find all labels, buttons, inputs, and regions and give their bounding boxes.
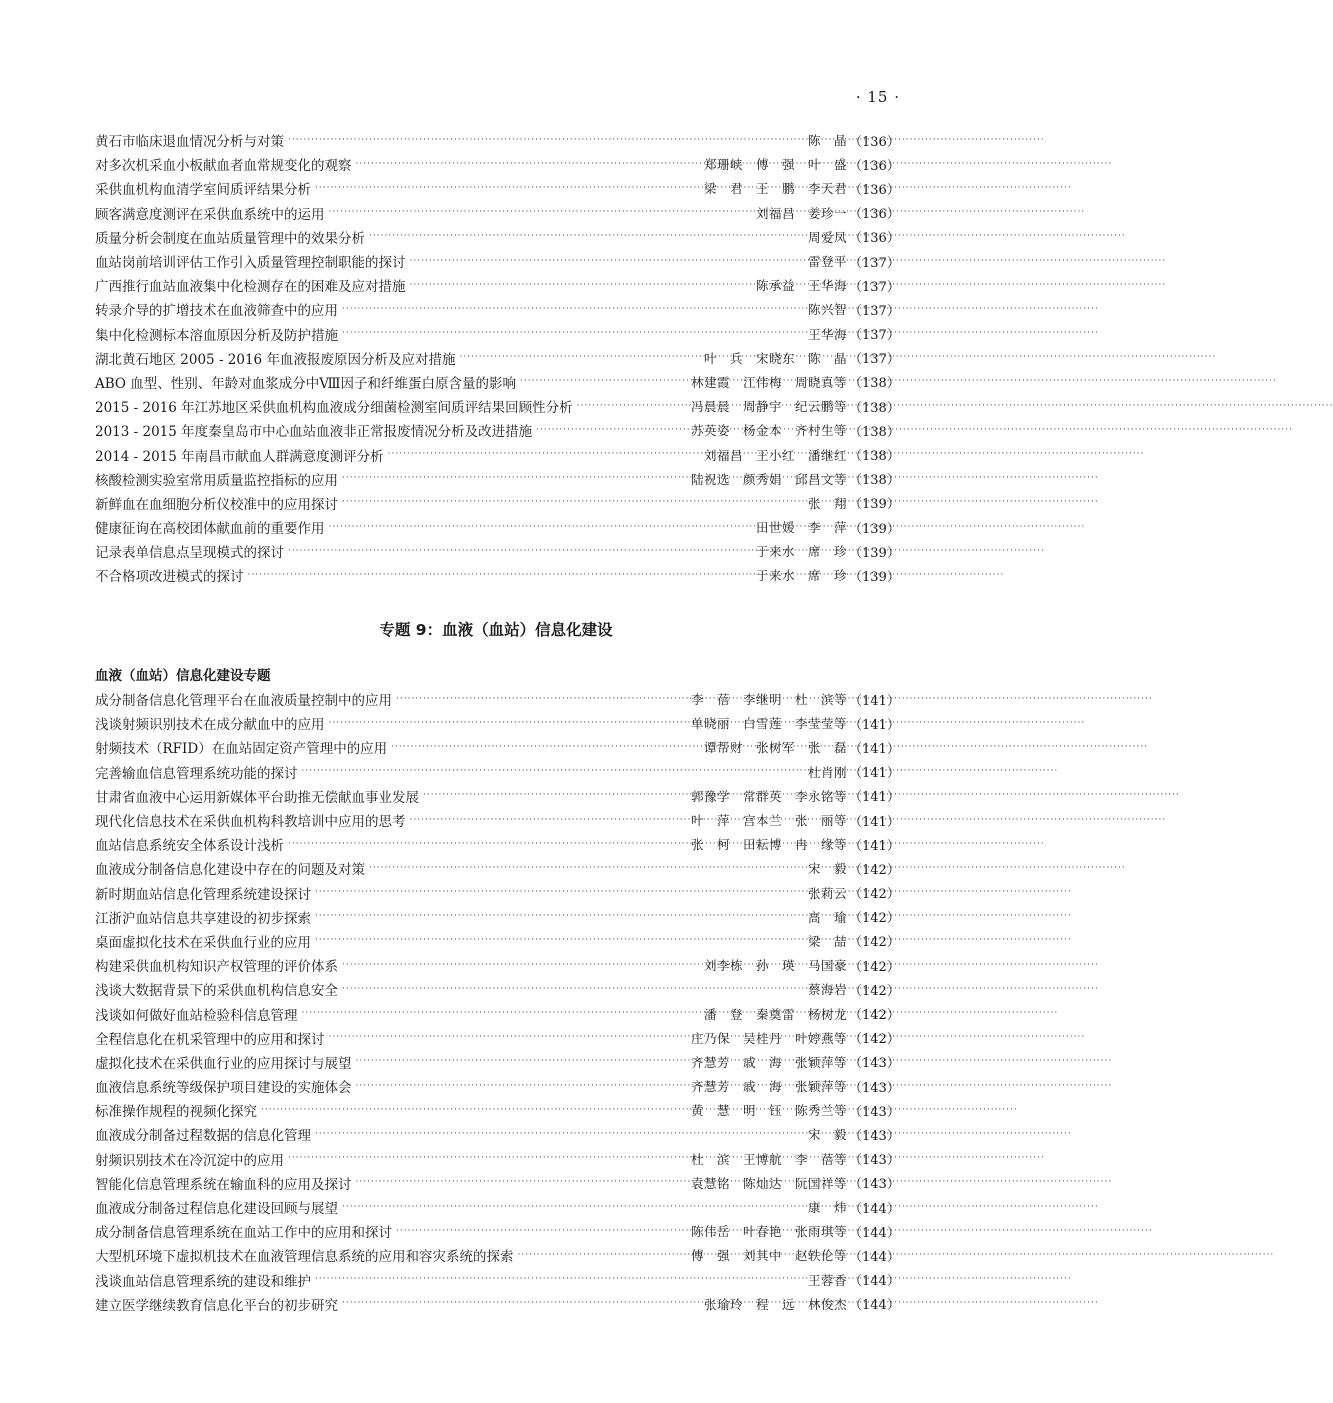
entry-authors: 张瑜玲 程 远 林俊杰: [703, 1296, 847, 1312]
entry-authors: 于来水 席 珍: [755, 568, 847, 584]
entry-title: 黄石市临床退血情况分析与对策: [95, 134, 284, 151]
entry-authors: 雷登平: [807, 254, 847, 270]
leader-dots: [315, 184, 700, 193]
toc-entry: [95, 735, 900, 759]
leader-dots: [410, 257, 804, 266]
leader-dots: [423, 791, 687, 800]
entry-page: （139）: [849, 569, 900, 585]
toc-entry: [95, 881, 900, 905]
toc-entry: [95, 273, 900, 297]
leader-dots: [410, 816, 687, 825]
entry-title: 血站信息系统安全体系设计浅析: [95, 838, 284, 855]
entry-page: （144）: [849, 1225, 900, 1241]
toc-entry: [95, 856, 900, 880]
entry-page: （143）: [849, 1080, 900, 1096]
leader-dots: [369, 232, 804, 241]
sub-heading: 血液（血站）信息化建设专题: [95, 668, 271, 684]
entry-title: ABO 血型、性别、年龄对血浆成分中Ⅷ因子和纤维蛋白原含量的影响: [95, 375, 517, 392]
toc-entry: [95, 322, 900, 346]
entry-page: （142）: [849, 983, 900, 999]
entry-title: 江浙沪血站信息共享建设的初步探索: [95, 910, 311, 927]
leader-dots: [329, 208, 752, 217]
entry-authors: 陈伟岳 叶春艳 张雨琪等: [690, 1224, 847, 1240]
entry-page: （141）: [849, 766, 900, 782]
entry-page: （142）: [849, 1008, 900, 1024]
leader-dots: [369, 864, 804, 873]
toc-list-top: [95, 128, 900, 588]
entry-title: 记录表单信息点呈现模式的探讨: [95, 545, 284, 562]
entry-authors: 王华海: [807, 326, 847, 342]
entry-authors: 刘李栋 孙 瑛 马国豪: [703, 958, 847, 974]
leader-dots: [315, 1130, 804, 1139]
entry-authors: 杜肖刚: [807, 764, 847, 780]
toc-entry: [95, 539, 900, 563]
entry-page: （137）: [849, 279, 900, 295]
toc-entry: [95, 442, 900, 466]
entry-authors: 陆祝选 颜秀娟 邱昌文等: [690, 471, 847, 487]
entry-authors: 冯晨晨 周静宇 纪云鹏等: [690, 399, 847, 415]
leader-dots: [315, 912, 804, 921]
leader-dots: [329, 523, 752, 532]
toc-entry: [95, 929, 900, 953]
entry-title: 核酸检测实验室常用质量监控指标的应用: [95, 472, 338, 489]
entry-page: （137）: [849, 255, 900, 271]
entry-page: （138）: [849, 400, 900, 416]
leader-dots: [261, 1106, 687, 1115]
toc-entry: [95, 1268, 900, 1292]
entry-authors: 叶 萍 宫本兰 张 丽等: [690, 813, 847, 829]
leader-dots: [520, 377, 687, 386]
leader-dots: [518, 1251, 687, 1260]
entry-title: 血液成分制备过程数据的信息化管理: [95, 1128, 311, 1145]
entry-authors: 梁 君 王 鹏 李天君: [703, 181, 847, 197]
entry-authors: 傅 强 刘其中 赵轶伦等: [690, 1248, 847, 1264]
entry-page: （144）: [849, 1298, 900, 1314]
entry-title: 构建采供血机构知识产权管理的评价体系: [95, 959, 338, 976]
entry-page: （141）: [849, 790, 900, 806]
entry-authors: 杜 滨 王博航 李 蓓等: [690, 1151, 847, 1167]
leader-dots: [288, 1154, 687, 1163]
leader-dots: [288, 547, 752, 556]
toc-entry: [95, 953, 900, 977]
entry-page: （143）: [849, 1177, 900, 1193]
toc-entry: [95, 563, 900, 587]
toc-entry: [95, 1219, 900, 1243]
entry-title: 湖北黄石地区 2005 - 2016 年血液报废原因分析及应对措施: [95, 351, 456, 368]
toc-entry: [95, 711, 900, 735]
entry-title: 成分制备信息管理系统在血站工作中的应用和探讨: [95, 1225, 392, 1242]
entry-page: （141）: [849, 741, 900, 757]
entry-title: 标准操作规程的视频化探究: [95, 1104, 257, 1121]
toc-entry: [95, 832, 900, 856]
entry-authors: 单晓丽 白雪莲 李莹莹等: [690, 716, 847, 732]
entry-page: （138）: [849, 424, 900, 440]
entry-authors: 张莉云: [807, 885, 847, 901]
toc-entry: [95, 687, 900, 711]
entry-title: 血液成分制备信息化建设中存在的问题及对策: [95, 862, 365, 879]
entry-title: 浅谈如何做好血站检验科信息管理: [95, 1007, 298, 1024]
entry-authors: 田世媛 李 萍: [755, 520, 847, 536]
toc-entry: [95, 176, 900, 200]
entry-page: （141）: [849, 693, 900, 709]
entry-authors: 宋 毅: [807, 861, 847, 877]
entry-authors: 齐慧芳 戚 海 张颖萍等: [690, 1054, 847, 1070]
entry-authors: 林建霞 江伟梅 周晓真等: [690, 374, 847, 390]
entry-authors: 周爱凤: [807, 229, 847, 245]
leader-dots: [342, 1203, 804, 1212]
entry-title: 大型机环境下虚拟机技术在血液管理信息系统的应用和容灾系统的探索: [95, 1249, 514, 1266]
toc-entry: [95, 1001, 900, 1025]
entry-authors: 齐慧芳 戚 海 张颖萍等: [690, 1079, 847, 1095]
entry-title: 智能化信息管理系统在输血科的应用及探讨: [95, 1176, 352, 1193]
toc-entry: [95, 346, 900, 370]
leader-dots: [342, 474, 687, 483]
toc-entry: [95, 297, 900, 321]
entry-title: 新鲜血在血细胞分析仪校准中的应用探讨: [95, 496, 338, 513]
entry-page: （144）: [849, 1249, 900, 1265]
toc-entry: [95, 905, 900, 929]
page-number: · 15 ·: [855, 88, 900, 106]
entry-title: 虚拟化技术在采供血行业的应用探讨与展望: [95, 1055, 352, 1072]
entry-authors: 王蓉香: [807, 1272, 847, 1288]
entry-authors: 郑珊峡 傅 强 叶 盛: [703, 157, 847, 173]
entry-page: （143）: [849, 1104, 900, 1120]
leader-dots: [342, 985, 804, 994]
entry-title: 2015 - 2016 年江苏地区采供血机构血液成分细菌检测室间质评结果回顾性分析: [95, 400, 573, 417]
entry-title: 建立医学继续教育信息化平台的初步研究: [95, 1297, 338, 1314]
entry-page: （139）: [849, 521, 900, 537]
entry-authors: 陈 晶: [807, 133, 847, 149]
entry-title: 射频识别技术在冷沉淀中的应用: [95, 1152, 284, 1169]
toc-entry: [95, 152, 900, 176]
entry-title: 转录介导的扩增技术在血液筛查中的应用: [95, 303, 338, 320]
entry-title: 血站岗前培训评估工作引入质量管理控制职能的探讨: [95, 255, 406, 272]
entry-title: 集中化检测标本溶血原因分析及防护措施: [95, 327, 338, 344]
entry-title: 2013 - 2015 年度秦皇岛市中心血站血液非正常报废情况分析及改进措施: [95, 424, 533, 441]
entry-title: 采供血机构血清学室间质评结果分析: [95, 182, 311, 199]
toc-list-bottom: [95, 687, 900, 1316]
toc-entry: [95, 201, 900, 225]
entry-authors: 黄 慧 明 钰 陈秀兰等: [690, 1103, 847, 1119]
entry-authors: 庄乃保 吴桂丹 叶婷燕等: [690, 1030, 847, 1046]
section-heading: 专题 9：血液（血站）信息化建设: [379, 621, 613, 639]
entry-title: 完善输血信息管理系统功能的探讨: [95, 765, 298, 782]
entry-page: （143）: [849, 1128, 900, 1144]
entry-authors: 袁慧铭 陈灿达 阮国祥等: [690, 1175, 847, 1191]
entry-authors: 李 蓓 李继明 杜 滨等: [690, 692, 847, 708]
toc-entry: [95, 1243, 900, 1267]
leader-dots: [302, 1009, 700, 1018]
toc-entry: [95, 128, 900, 152]
toc-entry: [95, 491, 900, 515]
entry-page: （142）: [849, 1032, 900, 1048]
entry-title: 成分制备信息化管理平台在血液质量控制中的应用: [95, 693, 392, 710]
toc-entry: [95, 1147, 900, 1171]
entry-title: 浅谈血站信息管理系统的建设和维护: [95, 1273, 311, 1290]
entry-page: （138）: [849, 449, 900, 465]
toc-entry: [95, 1171, 900, 1195]
toc-entry: [95, 249, 900, 273]
entry-authors: 刘福昌 王小红 潘继红: [703, 447, 847, 463]
entry-page: （142）: [849, 887, 900, 903]
entry-page: （143）: [849, 1153, 900, 1169]
entry-title: 血液信息系统等级保护项目建设的实施体会: [95, 1080, 352, 1097]
entry-authors: 宋 毅: [807, 1127, 847, 1143]
entry-page: （136）: [849, 158, 900, 174]
toc-entry: [95, 467, 900, 491]
entry-authors: 陈承益 王华海: [755, 278, 847, 294]
entry-authors: 于来水 席 珍: [755, 544, 847, 560]
leader-dots: [536, 426, 687, 435]
toc-entry: [95, 370, 900, 394]
leader-dots: [315, 936, 804, 945]
leader-dots: [356, 160, 700, 169]
entry-title: 健康征询在高校团体献血前的重要作用: [95, 521, 325, 538]
entry-title: 2014 - 2015 年南昌市献血人群满意度测评分析: [95, 448, 384, 465]
toc-entry: [95, 515, 900, 539]
entry-title: 桌面虚拟化技术在采供血行业的应用: [95, 934, 311, 951]
entry-title: 质量分析会制度在血站质量管理中的效果分析: [95, 230, 365, 247]
toc-entry: [95, 418, 900, 442]
toc-entry: [95, 977, 900, 1001]
entry-authors: 郭豫学 常群英 李永铭等: [690, 788, 847, 804]
leader-dots: [356, 1057, 687, 1066]
toc-entry: [95, 784, 900, 808]
toc-entry: [95, 1098, 900, 1122]
entry-authors: 潘 登 秦奠雷 杨树龙: [703, 1006, 847, 1022]
entry-authors: 谭帮财 张树军 张 磊: [703, 740, 847, 756]
leader-dots: [329, 719, 687, 728]
toc-entry: [95, 1195, 900, 1219]
entry-page: （136）: [849, 231, 900, 247]
toc-entry: [95, 1292, 900, 1316]
leader-dots: [459, 353, 700, 362]
leader-dots: [410, 281, 752, 290]
entry-title: 浅谈射频识别技术在成分献血中的应用: [95, 717, 325, 734]
toc-entry: [95, 808, 900, 832]
entry-page: （136）: [849, 134, 900, 150]
entry-page: （141）: [849, 838, 900, 854]
entry-page: （139）: [849, 497, 900, 513]
leader-dots: [288, 840, 687, 849]
toc-entry: [95, 1074, 900, 1098]
entry-authors: 蔡海岩: [807, 982, 847, 998]
entry-page: （143）: [849, 1056, 900, 1072]
entry-title: 对多次机采血小板献血者血常规变化的观察: [95, 158, 352, 175]
entry-title: 现代化信息技术在采供血机构科教培训中应用的思考: [95, 814, 406, 831]
leader-dots: [391, 743, 700, 752]
leader-dots: [356, 1178, 687, 1187]
entry-title: 血液成分制备过程信息化建设回顾与展望: [95, 1201, 338, 1218]
entry-authors: 刘福昌 姜珍一: [755, 205, 847, 221]
entry-page: （136）: [849, 182, 900, 198]
entry-authors: 苏英姿 杨金本 齐村生等: [690, 423, 847, 439]
entry-page: （136）: [849, 207, 900, 223]
leader-dots: [288, 136, 804, 145]
entry-page: （144）: [849, 1201, 900, 1217]
leader-dots: [388, 450, 700, 459]
leader-dots: [577, 402, 687, 411]
entry-page: （141）: [849, 814, 900, 830]
leader-dots: [396, 695, 687, 704]
leader-dots: [302, 767, 804, 776]
entry-title: 全程信息化在机采管理中的应用和探讨: [95, 1031, 325, 1048]
toc-entry: [95, 1026, 900, 1050]
toc-entry: [95, 225, 900, 249]
entry-page: （137）: [849, 303, 900, 319]
toc-entry: [95, 1122, 900, 1146]
leader-dots: [356, 1082, 687, 1091]
leader-dots: [342, 498, 804, 507]
entry-page: （144）: [849, 1274, 900, 1290]
entry-page: （142）: [849, 911, 900, 927]
entry-page: （142）: [849, 935, 900, 951]
entry-page: （138）: [849, 473, 900, 489]
leader-dots: [342, 1299, 700, 1308]
entry-authors: 高 瑜: [807, 909, 847, 925]
leader-dots: [315, 1275, 804, 1284]
toc-entry: [95, 1050, 900, 1074]
entry-authors: 陈兴智: [807, 302, 847, 318]
leader-dots: [342, 329, 804, 338]
leader-dots: [342, 305, 804, 314]
entry-title: 顾客满意度测评在采供血系统中的运用: [95, 206, 325, 223]
entry-title: 新时期血站信息化管理系统建设探讨: [95, 886, 311, 903]
entry-authors: 张 翔: [807, 495, 847, 511]
entry-authors: 康 炜: [807, 1200, 847, 1216]
entry-authors: 张 柯 田耘博 冉 缘等: [690, 837, 847, 853]
entry-page: （137）: [849, 328, 900, 344]
toc-entry: [95, 760, 900, 784]
toc-entry: [95, 394, 900, 418]
entry-page: （142）: [849, 862, 900, 878]
leader-dots: [396, 1227, 687, 1236]
entry-authors: 梁 喆: [807, 933, 847, 949]
entry-authors: 叶 兵 宋晓东 陈 晶: [703, 350, 847, 366]
entry-title: 不合格项改进模式的探讨: [95, 569, 244, 586]
entry-page: （138）: [849, 376, 900, 392]
entry-title: 甘肃省血液中心运用新媒体平台助推无偿献血事业发展: [95, 789, 419, 806]
leader-dots: [248, 571, 752, 580]
entry-title: 广西推行血站血液集中化检测存在的困难及应对措施: [95, 279, 406, 296]
entry-title: 射频技术（RFID）在血站固定资产管理中的应用: [95, 741, 388, 758]
leader-dots: [315, 888, 804, 897]
entry-page: （139）: [849, 545, 900, 561]
entry-page: （137）: [849, 352, 900, 368]
entry-title: 浅谈大数据背景下的采供血机构信息安全: [95, 983, 338, 1000]
entry-page: （141）: [849, 717, 900, 733]
entry-page: （142）: [849, 959, 900, 975]
leader-dots: [342, 961, 700, 970]
leader-dots: [329, 1033, 687, 1042]
